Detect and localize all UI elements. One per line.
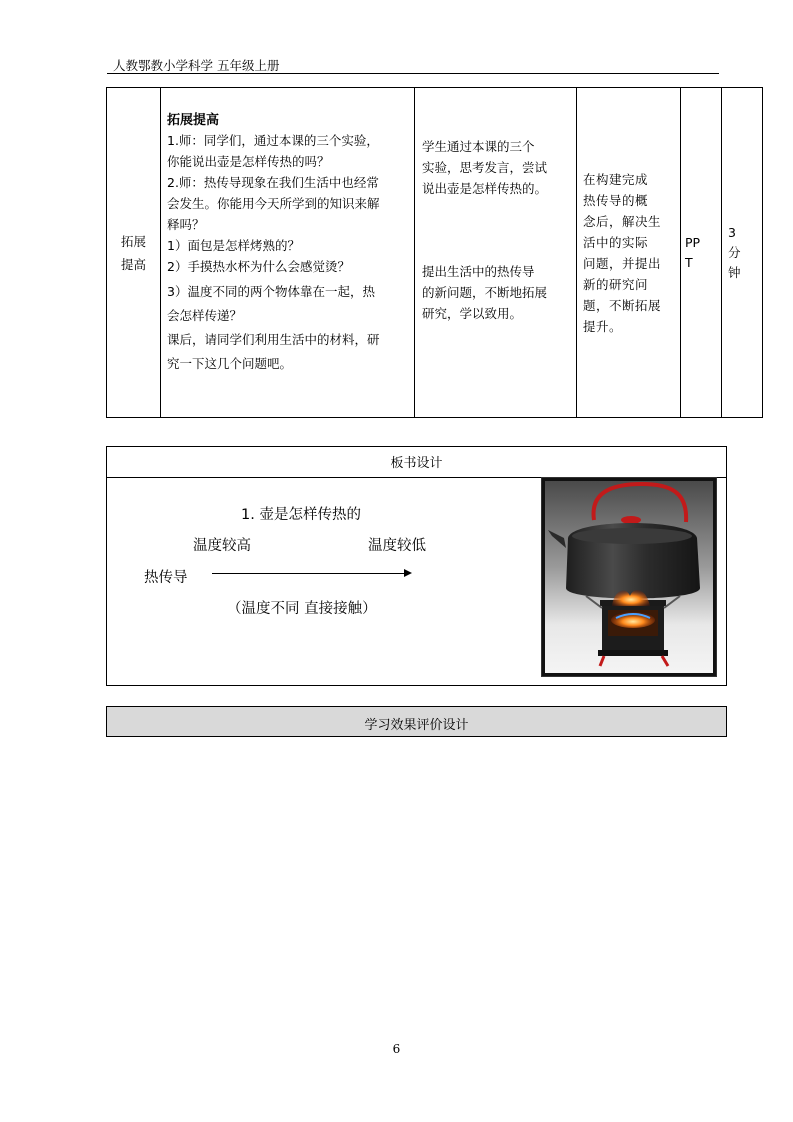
- student-line: 学生通过本课的三个: [422, 139, 535, 154]
- media-cell: [681, 88, 722, 418]
- evaluation-design-header: 学习效果评价设计: [106, 706, 727, 737]
- teacher-line: 课后，请同学们利用生活中的材料，研: [167, 332, 380, 347]
- student-line: 提出生活中的热传导: [422, 264, 535, 279]
- intent-line: 活中的实际: [583, 234, 649, 250]
- teacher-line: 1.师：同学们，通过本课的三个实验，: [167, 133, 379, 148]
- time-text: 3: [728, 224, 736, 240]
- intent-line: 热传导的概: [583, 192, 649, 208]
- intent-line: 新的研究问: [583, 276, 649, 292]
- intent-line: 提升。: [583, 318, 623, 334]
- spacer: [422, 199, 572, 261]
- teacher-line: 2）手摸热水杯为什么会感觉烫？: [167, 259, 350, 274]
- kettle-stove-icon: [542, 478, 716, 676]
- student-line: 研究，学以致用。: [422, 306, 523, 321]
- arrow-line: [212, 573, 408, 574]
- teacher-line: 释吗？: [167, 217, 205, 232]
- teacher-line: 会怎样传递？: [167, 308, 243, 323]
- header-rule: [107, 73, 719, 74]
- stage-label-1: 拓展: [120, 233, 146, 249]
- design-intent-cell: [577, 88, 681, 418]
- teacher-activity-title: 拓展提高: [167, 113, 220, 128]
- student-activity-cell: [415, 88, 577, 418]
- board-low-temp: 温度较低: [368, 538, 426, 554]
- media-text: T: [685, 254, 693, 270]
- teacher-line: 会发生。你能用今天所学到的知识来解: [167, 196, 380, 211]
- student-line: 实验，思考发言，尝试: [422, 160, 548, 175]
- kettle-photo: [541, 477, 717, 677]
- board-design-box: [106, 446, 727, 686]
- media-text: PP: [685, 234, 701, 250]
- stage-cell: [107, 88, 161, 418]
- lesson-table: [106, 87, 763, 418]
- board-conduction: 热传导: [144, 570, 188, 586]
- board-design-title: 板书设计: [107, 447, 726, 478]
- time-cell: [722, 88, 763, 418]
- stage-label-2: 提高: [120, 256, 146, 272]
- time-text: 钟: [728, 264, 741, 280]
- document-header: 人教鄂教小学科学 五年级上册: [113, 58, 280, 73]
- board-heading: 1. 壶是怎样传热的: [241, 507, 361, 523]
- teacher-line: 2.师：热传导现象在我们生活中也经常: [167, 175, 379, 190]
- intent-line: 念后，解决生: [583, 213, 662, 229]
- page-number: 6: [392, 1042, 401, 1056]
- arrow-head-icon: [404, 569, 412, 577]
- intent-line: 题，不断拓展: [583, 297, 662, 313]
- teacher-line: 你能说出壶是怎样传热的吗？: [167, 154, 330, 169]
- student-line: 说出壶是怎样传热的。: [422, 181, 548, 196]
- board-high-temp: 温度较高: [193, 538, 251, 554]
- teacher-line: 究一下这几个问题吧。: [167, 356, 293, 371]
- intent-line: 问题，并提出: [583, 255, 662, 271]
- teacher-line: 3）温度不同的两个物体靠在一起，热: [167, 284, 375, 299]
- board-condition: （温度不同 直接接触）: [227, 601, 377, 617]
- teacher-activity-cell: [161, 88, 415, 418]
- teacher-line: 1）面包是怎样烤熟的？: [167, 238, 300, 253]
- intent-line: 在构建完成: [583, 171, 649, 187]
- time-text: 分: [728, 244, 741, 260]
- table-row: [107, 88, 763, 418]
- student-line: 的新问题，不断地拓展: [422, 285, 548, 300]
